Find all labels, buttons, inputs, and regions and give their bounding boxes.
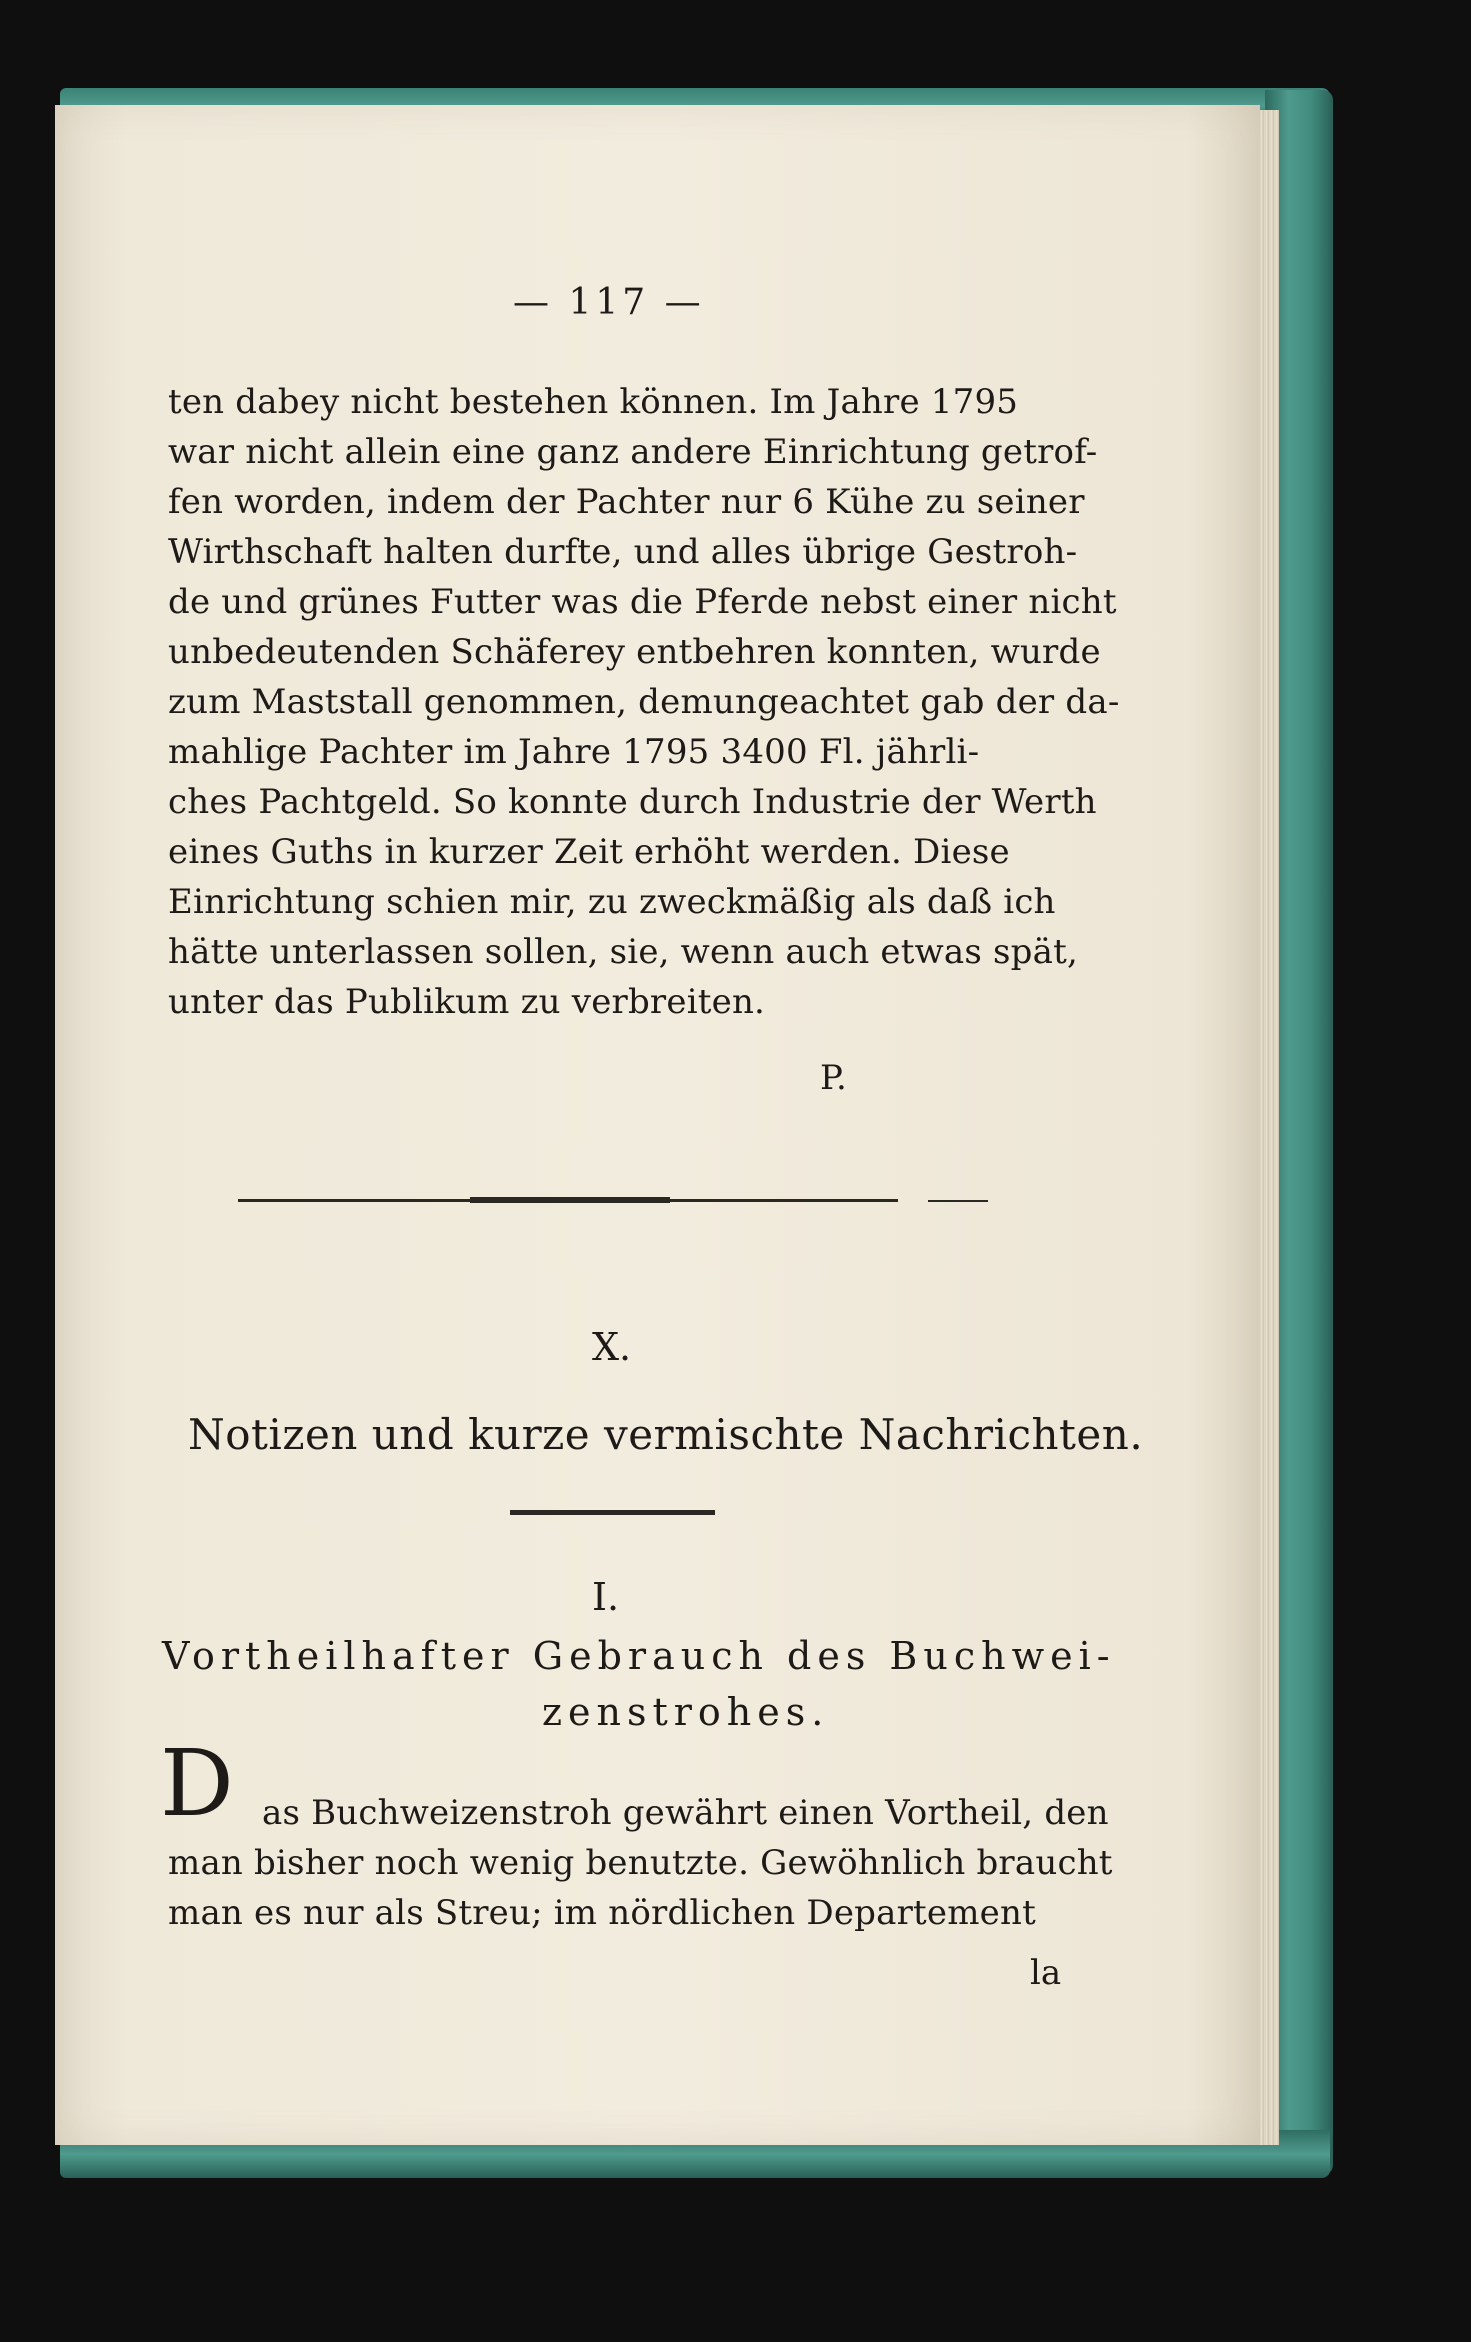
body-line: ten dabey nicht bestehen können. Im Jahre 1795 — [168, 382, 1019, 422]
item-body-line: man es nur als Streu; im nördlichen Departement — [168, 1893, 1036, 1933]
body-line: zum Maststall genommen, demungeachtet gab der da- — [168, 682, 1120, 722]
section-divider-swell — [470, 1197, 670, 1203]
section-title: Notizen und kurze vermischte Nachrichten. — [188, 1410, 1144, 1459]
item-number: I. — [592, 1575, 620, 1619]
page-header: — 117 — — [513, 282, 705, 323]
body-line: fen worden, indem der Pachter nur 6 Kühe zu seiner — [168, 482, 1085, 522]
body-line: unter das Publikum zu verbreiten. — [168, 982, 766, 1022]
catchword: la — [1030, 1953, 1062, 1993]
section-divider-fragment — [928, 1200, 988, 1202]
body-line: mahlige Pachter im Jahre 1795 3400 Fl. jährli- — [168, 732, 980, 772]
item-body-line: as Buchweizenstroh gewährt einen Vortheil, den — [262, 1793, 1109, 1833]
author-signature: P. — [820, 1058, 847, 1098]
body-line: eines Guths in kurzer Zeit erhöht werden. Diese — [168, 832, 1010, 872]
item-title-line: Vortheilhafter Gebrauch des Buchwei- — [162, 1634, 1116, 1678]
title-underline — [510, 1510, 715, 1515]
body-line: war nicht allein eine ganz andere Einrichtung getrof- — [168, 432, 1098, 472]
body-line: Einrichtung schien mir, zu zweckmäßig als daß ich — [168, 882, 1056, 922]
body-line: hätte unterlassen sollen, sie, wenn auch etwas spät, — [168, 932, 1078, 972]
item-body-line: man bisher noch wenig benutzte. Gewöhnlich braucht — [168, 1843, 1113, 1883]
drop-cap: D — [160, 1730, 234, 1837]
body-line: Wirthschaft halten durfte, und alles übrige Gestroh- — [168, 532, 1078, 572]
body-line: de und grünes Futter was die Pferde nebst einer nicht — [168, 582, 1117, 622]
body-line: unbedeutenden Schäferey entbehren konnten, wurde — [168, 632, 1101, 672]
item-title-line: zenstrohes. — [542, 1690, 830, 1734]
body-line: ches Pachtgeld. So konnte durch Industrie der Werth — [168, 782, 1097, 822]
section-number: X. — [592, 1325, 632, 1369]
